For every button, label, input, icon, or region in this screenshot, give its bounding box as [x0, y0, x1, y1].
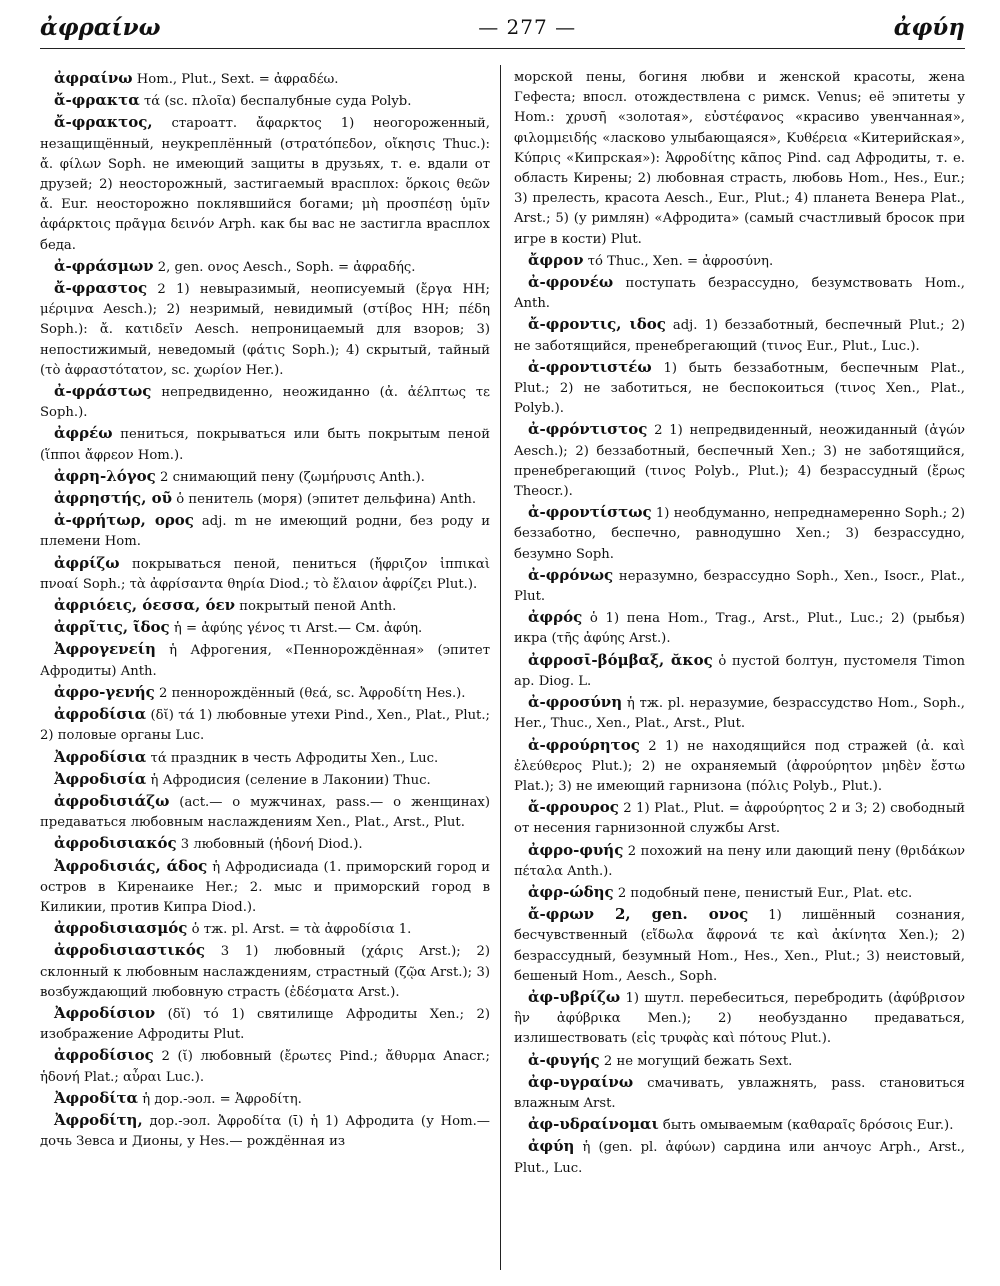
entry-headword: ἀ-φρήτωρ, ορος: [54, 511, 194, 530]
dictionary-entry: [514, 357, 965, 420]
entry-definition: (δῐ) τό 1) святилище Афродиты Xen.; 2) изображение Афродиты Plut.: [40, 1006, 490, 1043]
dictionary-entry: [514, 904, 965, 987]
dictionary-entry: [514, 607, 965, 649]
entry-headword: ἀφρ-ώδης: [528, 882, 614, 901]
entry-headword: ἀ-φροντίστως: [528, 503, 652, 522]
entry-definition: дор.-эол. Ἀφροδίτα (ῑ) ἡ 1) Афродита (у Hom.— дочь Зевса и Дионы, у Hes.— рождённая из: [40, 1113, 490, 1150]
entry-headword: ἄ-φροντις, ιδος: [528, 315, 666, 334]
entry-definition: ἡ (gen. pl. ἀφύων) сардина или анчоус Arph., Arst., Plut., Luc.: [514, 1140, 965, 1176]
entry-definition: 2 1) Plat., Plut. = ἀφρούρητος 2 и 3; 2) свободный от несения гарнизонной службы Arst.: [514, 801, 965, 837]
entry-headword: ἄ-φρουρος: [528, 798, 619, 817]
dictionary-entry: [514, 565, 965, 607]
entry-headword: Ἀφροδίσια: [54, 747, 147, 766]
entry-headword: ἀ-φράστως: [54, 382, 152, 401]
dictionary-entry: [40, 488, 490, 510]
dictionary-entry: [514, 419, 965, 502]
entry-definition: ὁ пенитель (моря) (эпитет дельфина) Anth.: [172, 492, 477, 508]
dictionary-entry: [40, 639, 490, 681]
entry-headword: ἀφροδίσια: [54, 705, 147, 724]
dictionary-entry: [514, 882, 965, 904]
entry-headword: ἀ-φροσύνη: [528, 693, 623, 712]
dictionary-entry: [40, 682, 490, 704]
entry-definition: adj. m не имеющий родни, без роду и племени Hom.: [40, 514, 490, 550]
entry-definition: ἡ = ἀφύης γένος τι Arst.— См. ἀφύη.: [169, 621, 423, 637]
dictionary-entry: [514, 1114, 965, 1136]
entry-definition: 2 1) не находящийся под стражей (ἀ. καὶ ἐλεύθερος Plut.); 2) не охраняемый (ἀφρούρητον μηδὲν ἔστω Plat.); 3) не имеющий гарнизона (πόλις Polyb., Plut.).: [514, 738, 965, 794]
entry-headword: Ἀφροδίσιον: [54, 1003, 156, 1022]
entry-headword: ἀφρίζω: [54, 553, 120, 572]
entry-headword: ἀφρέω: [54, 424, 113, 443]
entry-definition: ὁ пустой болтун, пустомеля Timon ap. Diog. L.: [514, 653, 965, 689]
page-header: [40, 12, 965, 42]
entry-definition: 2 1) невыразимый, неописуемый (ἔργα HH; μέριμνα Aesch.); 2) незримый, невидимый (στίβος HH; πέδη Soph.): ἄ. κατιδεῖν Aesch. непроницаемый для взоров; 3) непостижимый, неведомый (φάτις Soph.); 4) скрытый, тайный (τὸ ἀφραστότατον, sc. χωρίον Her.).: [40, 282, 490, 378]
entry-headword: ἀφριόεις, όεσσα, όεν: [54, 596, 236, 615]
entry-definition: 3 1) любовный (χάρις Arst.); 2) склонный к любовным наслаждениям, страстный (ζῷα Arst.); 3) возбуждающий любовную страсть (ἐδέσματα Arst.).: [40, 944, 490, 1000]
dictionary-entry: [514, 840, 965, 882]
dictionary-entry: [40, 423, 490, 465]
dictionary-entry: [40, 256, 490, 278]
entry-definition: ἡ Афрогения, «Пеннорождённая» (эпитет Афродиты) Anth.: [40, 643, 490, 679]
entry-definition: 2 не могущий бежать Sext.: [599, 1053, 793, 1069]
entry-headword: ἄ-φρων 2, gen. ονος: [528, 905, 749, 924]
dictionary-entry: [514, 987, 965, 1050]
entry-headword: ἀφροδίσιος: [54, 1046, 154, 1065]
entry-definition: неразумно, безрассудно Soph., Xen., Isocr., Plat., Plut.: [514, 568, 965, 605]
entry-definition: τά (sc. πλοῖα) беспалубные суда Polyb.: [139, 94, 412, 110]
column-divider: [500, 65, 501, 1270]
entry-headword: ἀ-φυγής: [528, 1050, 600, 1069]
entry-headword: ἀφρο-φυής: [528, 840, 624, 859]
entry-headword: ἀφ-υβρίζω: [528, 987, 621, 1006]
entry-definition: 1) необдуманно, непреднамеренно Soph.; 2) беззаботно, беспечно, равнодушно Xen.; 3) безрассудно, безумно Soph.: [514, 506, 965, 562]
dictionary-entry: [514, 1136, 965, 1178]
entry-definition: 2 (ῐ) любовный (ἔρωτες Pind.; ἄθυρμα Anacr.; ἡδονή Plat.; αὖραι Luc.).: [40, 1049, 490, 1085]
entry-headword: Ἀφροδισιάς, άδος: [54, 856, 208, 875]
entry-headword: Ἀφρογενείη: [54, 640, 156, 659]
entry-headword: Ἀφροδίτα: [54, 1088, 139, 1107]
dictionary-entry: [514, 68, 965, 250]
page-number: — 277 —: [478, 15, 577, 39]
dictionary-entry: [40, 381, 490, 423]
dictionary-entry: [40, 704, 490, 746]
entry-definition: ὁ 1) пена Hom., Trag., Arst., Plut., Luc.; 2) (рыбья) икра (τῆς ἀφύης Arst.).: [514, 611, 965, 647]
left-column: [40, 68, 490, 1152]
entry-definition: пениться, покрываться или быть покрытым пеной (ἵπποι ἄφρεον Hom.).: [40, 427, 490, 463]
dictionary-entry: [40, 617, 490, 639]
entry-headword: ἀφ-υδραίνομαι: [528, 1115, 659, 1134]
entry-headword: ἀ-φροντιστέω: [528, 357, 652, 376]
dictionary-entry: [40, 747, 490, 769]
entry-headword: ἀφ-υγραίνω: [528, 1072, 634, 1091]
entry-definition: староатт. ἄφαρκτος 1) неогороженный, незащищённый, неукреплённый (στρατόπεδον, οἴκησις Thuc.): ἄ. φίλων Soph. не имеющий защиты в друзьях, т. е. вдали от друзей; 2) неосторожный, застигаемый врасплох: ὅρκοις θεῶν ἄ. Eur. неосторожно поклявшийся богами; μὴ προσπέσῃ ὑμῖν ἀφάρκτοις πρᾶγμα δεινόν Arph. как бы вас не застигла врасплох беда.: [40, 116, 490, 253]
right-column: [514, 68, 965, 1179]
entry-definition: (δῐ) τά 1) любовные утехи Pind., Xen., Plat., Plut.; 2) половые органы Luc.: [40, 708, 490, 744]
entry-headword: ἀφρός: [528, 608, 583, 627]
entry-headword: ἄφρον: [528, 250, 584, 269]
entry-definition: 1) лишённый сознания, бесчувственный (εἴδωλα ἄφρονά τε καὶ ἀκίνητα Xen.); 2) безрассудный, безумный Hom., Hes., Xen., Plut.; 3) неистовый, бешеный Hom., Aesch., Soph.: [514, 908, 966, 984]
dictionary-entry: [514, 797, 965, 839]
dictionary-entry: [40, 112, 490, 255]
entry-definition: 2 снимающий пену (ζωμήρυσις Anth.).: [155, 469, 425, 485]
dictionary-entry: [40, 940, 490, 1003]
header-right-guide-word: ἀφύη: [893, 13, 965, 41]
entry-definition: 1) шутл. перебеситься, перебродить (ἀφύβρισον ἣν ἀφύβρικα Men.); 2) необузданно предаваться, излишествовать (εἰς τρυφὰς καὶ πότους Plut.).: [514, 990, 965, 1047]
dictionary-entry: [40, 68, 490, 90]
dictionary-entry: [40, 595, 490, 617]
entry-headword: ἀ-φρούρητος: [528, 735, 640, 754]
dictionary-entry: [40, 553, 490, 595]
entry-headword: ἄ-φρακτος,: [54, 113, 153, 132]
dictionary-entry: [40, 918, 490, 940]
entry-definition: морской пены, богиня любви и женской красоты, жена Гефеста; впосл. отождествлена с римск. Venus; её эпитеты у Hom.: χρυσῆ «золотая», εὐστέφανος «красиво увенчанная», φιλομμειδής «ласково улыбающаяся», Κυθέρεια «Китерийская», Κύπρις «Кипрская»): Ἀφροδίτης κᾶπος Pind. сад Афродиты, т. е. область Кирены; 2) любовная страсть, любовь Hom., Hes., Eur.; 3) прелесть, красота Aesch., Eur., Plut.; 4) планета Венера Plat., Arst.; 5) (у римлян) «Афродита» (самый счастливый бросок при игре в кости) Plut.: [514, 70, 965, 247]
dictionary-entry: [40, 466, 490, 488]
entry-headword: ἀ-φράσμων: [54, 256, 154, 275]
dictionary-entry: [514, 272, 965, 314]
dictionary-entry: [40, 1045, 490, 1087]
entry-headword: ἀφρη-λόγος: [54, 466, 156, 485]
dictionary-entry: [514, 692, 965, 734]
entry-headword: ἀφροδισιαστικός: [54, 941, 206, 960]
entry-headword: ἀ-φρονέω: [528, 273, 614, 292]
entry-definition: 2 1) непредвиденный, неожиданный (ἀγών Aesch.); 2) беззаботный, беспечный Xen.; 3) не заботящийся, пренебрегающий (τινος Polyb., Plut.); 4) безрассудный (ἔρως Theocr.).: [514, 423, 965, 500]
entry-definition: τό Thuc., Xen. = ἀφροσύνη.: [583, 253, 774, 269]
dictionary-entry: [40, 1110, 490, 1152]
dictionary-entry: [40, 833, 490, 855]
dictionary-entry: [40, 1003, 490, 1045]
dictionary-entry: [40, 278, 490, 381]
entry-definition: 3 любовный (ἡδονή Diod.).: [176, 837, 363, 853]
entry-headword: ἀφροδισιάζω: [54, 791, 170, 810]
dictionary-entry: [514, 650, 965, 692]
entry-definition: поступать безрассудно, безумствовать Hom., Anth.: [514, 276, 965, 312]
entry-definition: покрываться пеной, пениться (ἤφριζον ἱππικαὶ πνοαί Soph.; τὰ ἀφρίσαντα θηρία Diod.; τὸ ἔλαιον ἀφρίζει Plut.).: [40, 556, 490, 592]
entry-headword: Ἀφροδίτη,: [54, 1110, 143, 1129]
header-left-guide-word: ἀφραίνω: [40, 13, 161, 41]
entry-definition: 2 пеннорождённый (θεά, sc. Ἀφροδίτη Hes.).: [154, 685, 466, 701]
dictionary-entry: [40, 791, 490, 833]
dictionary-entry: [514, 250, 965, 272]
entry-headword: ἀ-φρόντιστος: [528, 420, 648, 439]
entry-definition: (act.— о мужчинах, pass.— о женщинах) предаваться любовным наслаждениям Xen., Plat., Arst., Plut.: [40, 794, 490, 831]
entry-definition: 2 похожий на пену или дающий пену (θριδάκων πέταλα Anth.).: [514, 843, 965, 879]
entry-definition: непредвиденно, неожиданно (ἀ. ἀέλπτως τε Soph.).: [40, 385, 490, 421]
entry-definition: смачивать, увлажнять, pass. становиться влажным Arst.: [514, 1075, 965, 1111]
entry-headword: ἀφραίνω: [54, 69, 133, 87]
entry-headword: ἀφροσῑ-βόμβαξ, ᾰκος: [528, 650, 713, 669]
dictionary-entry: [40, 769, 490, 791]
entry-definition: ὁ тж. pl. Arst. = τὰ ἀφροδίσια 1.: [187, 922, 412, 938]
entry-headword: ἀφροδισιασμός: [54, 919, 188, 938]
dictionary-entry: [514, 502, 965, 565]
dictionary-entry: [40, 856, 490, 919]
entry-definition: ἡ тж. pl. неразумие, безрассудство Hom., Soph., Her., Thuc., Xen., Plat., Arst., Plut.: [514, 696, 965, 732]
dictionary-entry: [514, 735, 965, 798]
dictionary-entry: [514, 314, 965, 356]
entry-definition: adj. 1) беззаботный, беспечный Plut.; 2) не заботящийся, пренебрегающий (τινος Eur., Plut., Luc.).: [514, 318, 965, 354]
entry-definition: 2 подобный пене, пенистый Eur., Plat. etc.: [613, 885, 913, 901]
entry-definition: τά праздник в честь Афродиты Xen., Luc.: [146, 750, 439, 766]
entry-headword: ἀφύη: [528, 1137, 575, 1156]
entry-headword: ἀφρῖτις, ῖδος: [54, 618, 170, 637]
entry-headword: ἀ-φρόνως: [528, 565, 614, 584]
dictionary-entry: [40, 90, 490, 112]
entry-definition: ἡ Афродисиада (1. приморский город и остров в Киренаике Her.; 2. мыс и приморский город в Киликии, против Кипра Diod.).: [40, 859, 491, 915]
entry-headword: ἄ-φρακτα: [54, 91, 140, 110]
entry-headword: Ἀφροδισία: [54, 769, 147, 788]
entry-definition: 1) быть беззаботным, беспечным Plat., Plut.; 2) не заботиться, не беспокоиться (τινος Xen., Plat., Polyb.).: [514, 360, 965, 417]
entry-definition: покрытый пеной Anth.: [235, 599, 397, 615]
entry-definition: Hom., Plut., Sext. = ἀφραδέω.: [132, 72, 339, 87]
entry-definition: ἡ дор.-эол. = Ἀφροδίτη.: [138, 1091, 302, 1107]
dictionary-entry: [514, 1072, 965, 1114]
dictionary-entry: [40, 510, 490, 552]
entry-headword: ἀφρο-γενής: [54, 682, 155, 701]
header-rule: [40, 48, 965, 49]
entry-headword: ἄ-φραστος: [54, 279, 148, 298]
entry-definition: 2, gen. ονος Aesch., Soph. = ἀφραδής.: [153, 259, 416, 275]
dictionary-entry: [514, 1050, 965, 1072]
entry-headword: ἀφρηστής, οῦ: [54, 489, 173, 508]
entry-headword: ἀφροδισιακός: [54, 834, 177, 853]
entry-definition: быть омываемым (καθαραῖς δρόσοις Eur.).: [658, 1118, 954, 1134]
dictionary-entry: [40, 1088, 490, 1110]
entry-definition: ἡ Афродисия (селение в Лаконии) Thuc.: [146, 772, 431, 788]
